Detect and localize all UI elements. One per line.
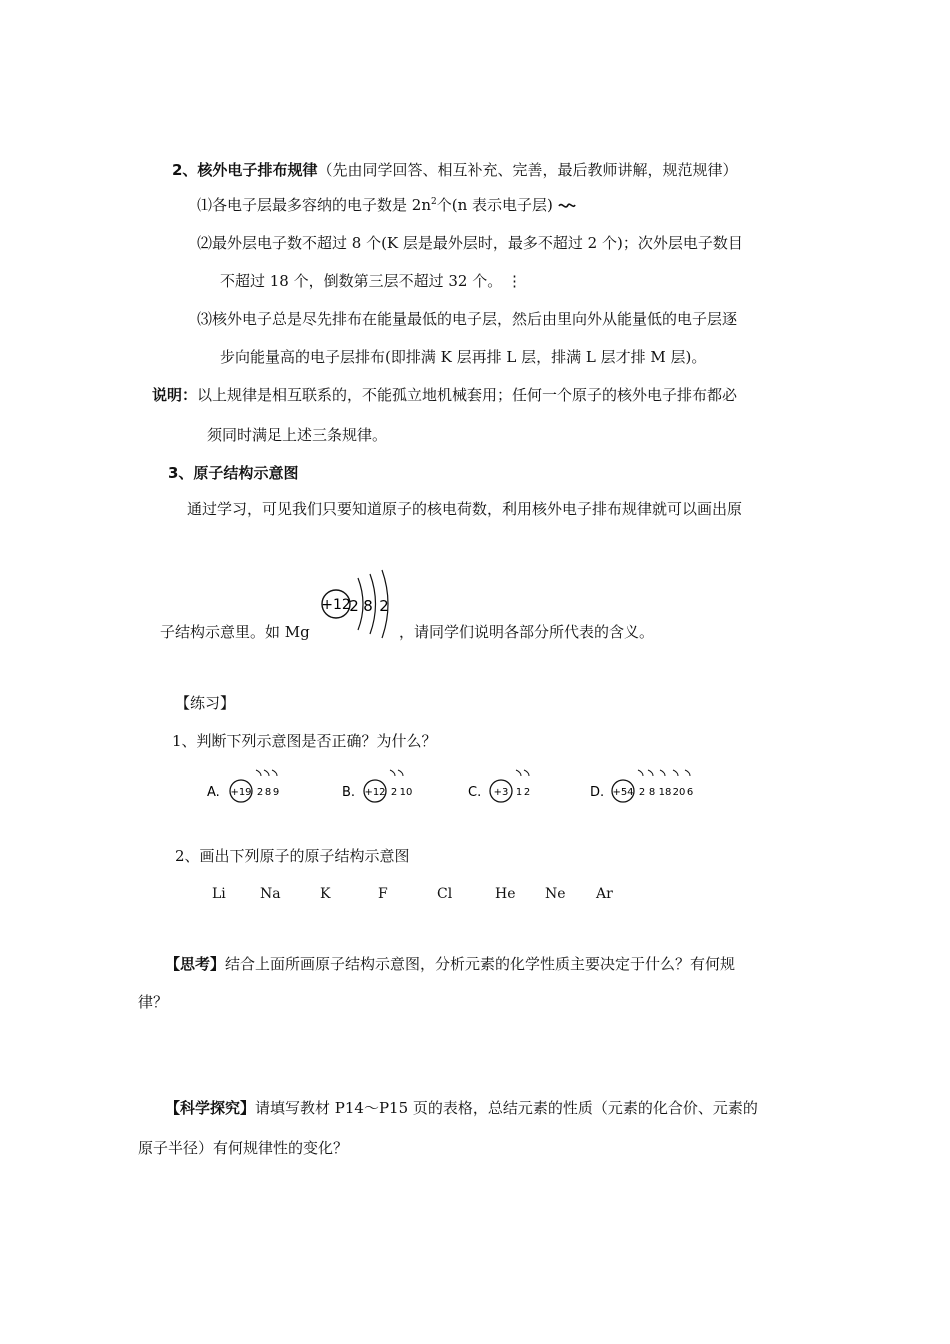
element-li: Li (212, 886, 226, 902)
section2-heading (172, 163, 737, 178)
explanation-line2: 须同时满足上述三条规律。 (207, 426, 388, 444)
rule-2-line1: ⑵最外层电子数不超过 8 个(K 层是最外层时，最多不超过 2 个)；次外层电子数目 (197, 234, 743, 252)
mg-shell-2: 8 (363, 597, 373, 615)
think-line2: 律？ (138, 993, 169, 1011)
option-d-shell-3: 18 (658, 787, 672, 798)
option-b-diagram (340, 766, 420, 812)
option-c-label: C. (468, 785, 482, 800)
option-a-nucleus: +19 (230, 787, 252, 798)
section3-para-after: ，请同学们说明各部分所代表的含义。 (399, 623, 655, 641)
think-heading: 【思考】 (165, 955, 226, 973)
section3-para-before: 子结构示意里。如 Mg (160, 623, 310, 641)
explore-line1 (165, 1101, 758, 1116)
section2-note: （先由同学回答、相互补充、完善，最后教师讲解，规范规律） (317, 161, 738, 179)
option-a-diagram (205, 766, 285, 812)
rule-1-sup: 2 (430, 197, 437, 207)
explanation-label: 说明： (152, 386, 198, 404)
element-k: K (320, 886, 331, 902)
practice-q2: 2、画出下列原子的原子结构示意图 (175, 847, 410, 865)
think-text1: 结合上面所画原子结构示意图，分析元素的化学性质主要决定于什么？有何规 (225, 955, 736, 973)
element-na: Na (260, 886, 281, 902)
option-d-shell-4: 20 (672, 787, 686, 798)
element-cl: Cl (437, 886, 453, 902)
element-ne: Ne (545, 886, 566, 902)
element-ar: Ar (596, 886, 613, 902)
option-c-shell-1: 1 (515, 787, 523, 798)
mg-shell-1: 2 (349, 597, 359, 615)
option-a-shell-3: 9 (272, 787, 280, 798)
rule-2-line2: 不超过 18 个，倒数第三层不超过 32 个。 ⋮ (220, 272, 523, 290)
scribble-icon (558, 200, 576, 212)
explore-text1: 请填写教材 P14～P15 页的表格，总结元素的性质（元素的化合价、元素的 (255, 1099, 758, 1117)
option-a-shell-2: 8 (264, 787, 272, 798)
option-b-nucleus: +12 (364, 787, 386, 798)
practice-heading: 【练习】 (175, 694, 236, 712)
option-a-label: A. (207, 785, 220, 800)
rule-3-line2: 步向能量高的电子层排布(即排满 K 层再排 L 层，排满 L 层才排 M 层)。 (220, 348, 707, 366)
rule-1-suffix: 个(n 表示电子层) (436, 196, 553, 214)
section2-title: 2、核外电子排布规律 (172, 161, 318, 179)
option-d-shell-1: 2 (638, 787, 646, 798)
section3-para-line1: 通过学习，可见我们只要知道原子的核电荷数，利用核外电子排布规律就可以画出原 (187, 500, 743, 518)
option-c-diagram (466, 766, 546, 812)
option-c-nucleus: +3 (493, 787, 509, 798)
rule-1-prefix: ⑴各电子层最多容纳的电子数是 2n (197, 196, 431, 214)
mg-shell-3: 2 (379, 597, 389, 615)
mg-atom-diagram (318, 568, 398, 640)
explanation-line1 (152, 388, 737, 403)
element-he: He (495, 886, 516, 902)
option-c-shell-2: 2 (523, 787, 531, 798)
think-line1 (165, 957, 735, 972)
option-b-label: B. (342, 785, 356, 800)
rule-3-line1: ⑶核外电子总是尽先排布在能量最低的电子层，然后由里向外从能量低的电子层逐 (197, 310, 738, 328)
rule-1 (197, 198, 576, 213)
option-b-shell-2: 10 (399, 787, 413, 798)
option-d-diagram (588, 766, 703, 812)
option-d-shell-2: 8 (648, 787, 656, 798)
practice-q1: 1、判断下列示意图是否正确？为什么？ (172, 732, 437, 750)
explanation-text1: 以上规律是相互联系的，不能孤立地机械套用；任何一个原子的核外电子排布都必 (197, 386, 738, 404)
option-d-label: D. (590, 785, 605, 800)
option-d-nucleus: +54 (612, 787, 634, 798)
option-d-shell-5: 6 (686, 787, 694, 798)
explore-line2: 原子半径）有何规律性的变化？ (138, 1139, 349, 1157)
section3-title: 3、原子结构示意图 (168, 464, 299, 482)
option-b-shell-1: 2 (390, 787, 398, 798)
explore-heading: 【科学探究】 (165, 1099, 256, 1117)
element-f: F (378, 886, 388, 902)
mg-nucleus-label: +12 (321, 597, 351, 613)
option-a-shell-1: 2 (256, 787, 264, 798)
